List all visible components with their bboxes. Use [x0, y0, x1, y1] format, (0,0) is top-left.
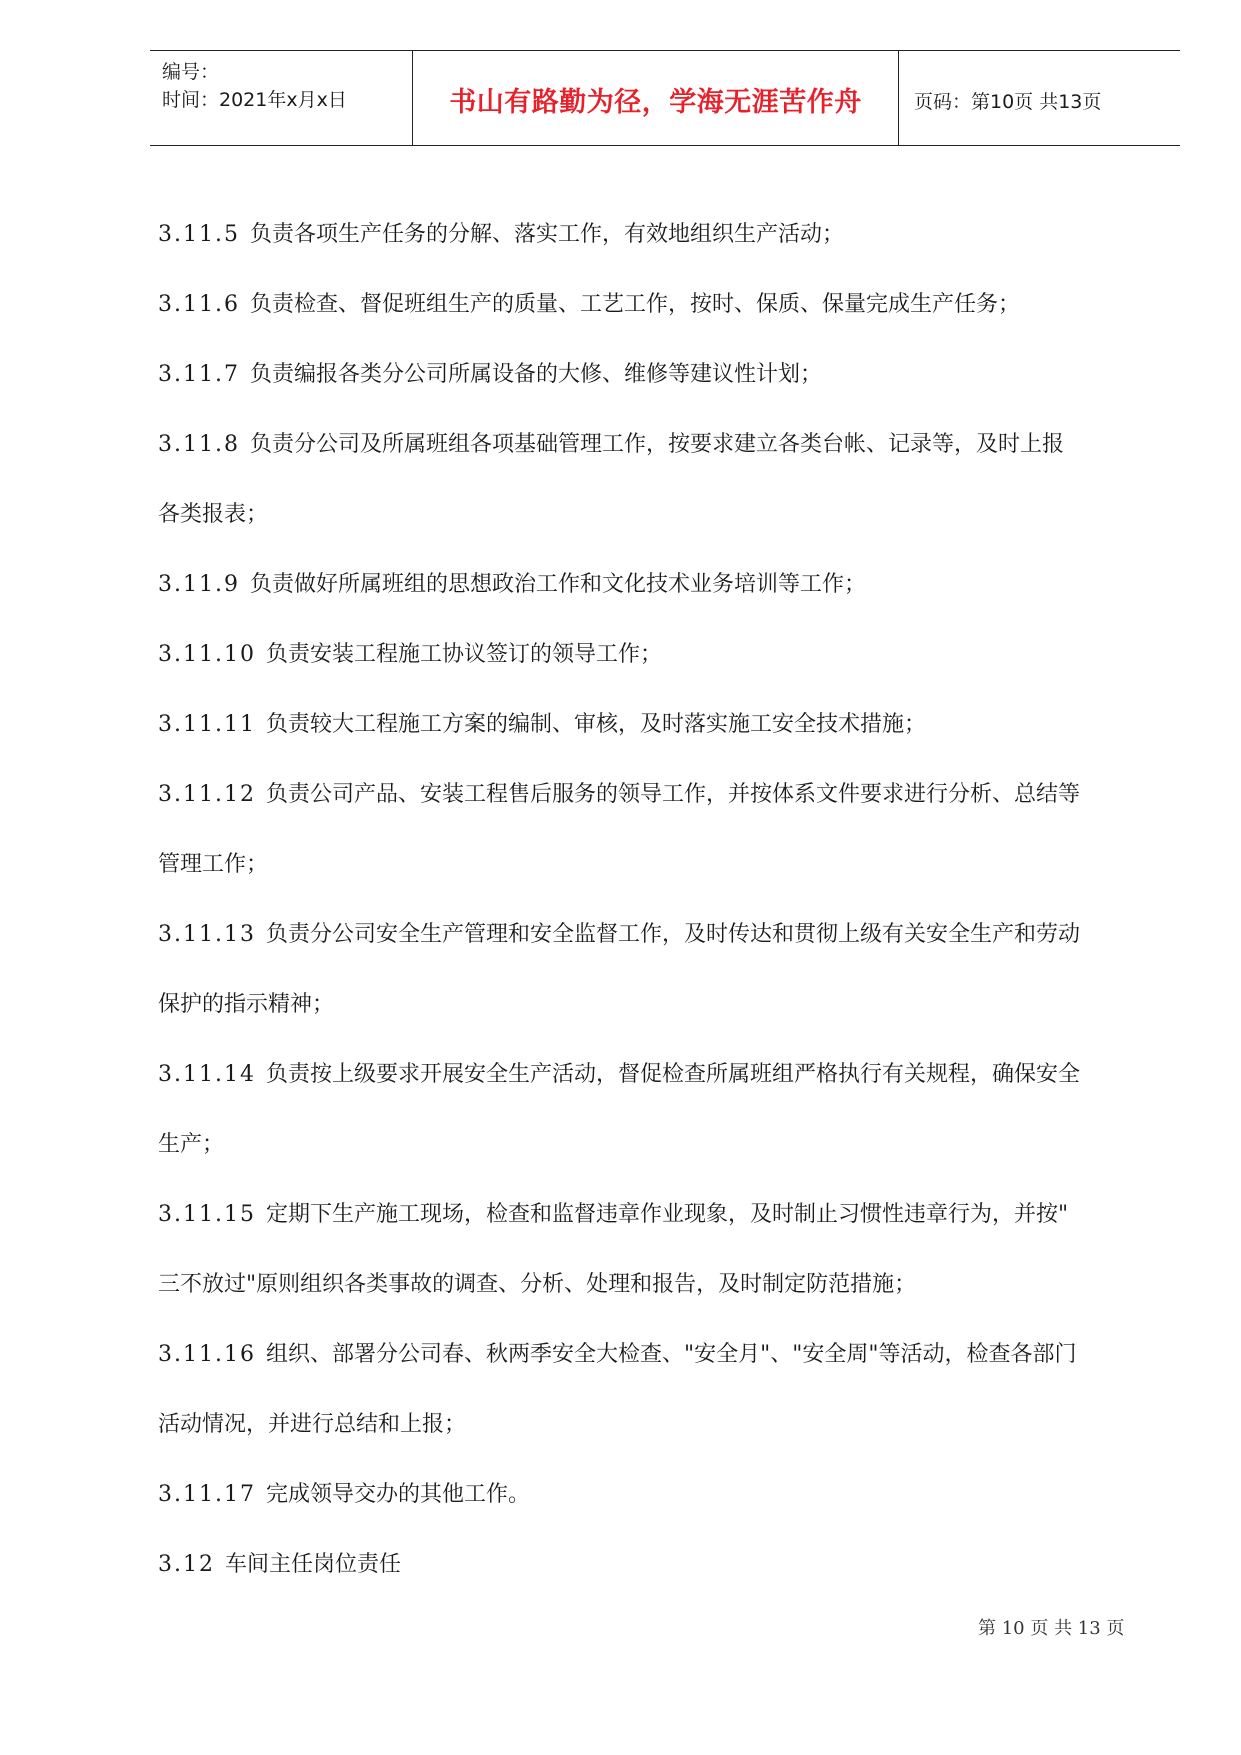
clause-number: 3.11.16: [158, 1342, 256, 1367]
paragraph: [158, 200, 1178, 270]
header-meta-cell: [150, 51, 413, 145]
paragraph: [158, 550, 1178, 620]
clause-number: 3.11.6: [158, 292, 240, 317]
paragraph: [158, 620, 1178, 690]
document-number-label: 编号：: [162, 61, 220, 83]
clause-continuation: 生产；: [158, 1132, 225, 1157]
clause-text: 负责分公司及所属班组各项基础管理工作，按要求建立各类台帐、记录等，及时上报: [249, 432, 1064, 457]
clause-number: 3.11.13: [158, 922, 256, 947]
clause-number: 3.11.10: [158, 642, 256, 667]
header-motto-cell: [413, 51, 899, 145]
paragraph: [158, 270, 1178, 340]
clause-text: 负责做好所属班组的思想政治工作和文化技术业务培训等工作；: [249, 572, 866, 597]
clause-text: 组织、部署分公司春、秋两季安全大检查、"安全月"、"安全周"等活动，检查各部门: [265, 1342, 1077, 1367]
paragraph: [158, 1040, 1178, 1180]
section-heading: [158, 1530, 1178, 1600]
clause-number: 3.11.17: [158, 1482, 256, 1507]
clause-number: 3.11.11: [158, 712, 256, 737]
clause-text: 负责检查、督促班组生产的质量、工艺工作，按时、保质、保量完成生产任务；: [249, 292, 1020, 317]
clause-continuation: 保护的指示精神；: [158, 992, 335, 1017]
clause-text: 负责较大工程施工方案的编制、审核，及时落实施工安全技术措施；: [265, 712, 926, 737]
paragraph: [158, 1460, 1178, 1530]
clause-text: 负责各项生产任务的分解、落实工作，有效地组织生产活动；: [249, 222, 844, 247]
header-page-info: 页码：第10页 共13页: [914, 91, 1102, 113]
clause-text: 完成领导交办的其他工作。: [265, 1482, 530, 1507]
section-title: 车间主任岗位责任: [224, 1552, 401, 1577]
document-body: [158, 200, 1178, 1600]
document-header: [150, 50, 1180, 146]
paragraph: [158, 410, 1178, 550]
clause-text: 负责按上级要求开展安全生产活动，督促检查所属班组严格执行有关规程，确保安全: [265, 1062, 1080, 1087]
clause-number: 3.11.14: [158, 1062, 256, 1087]
document-time-label: 时间：2021年x月x日: [162, 89, 347, 111]
clause-number: 3.11.7: [158, 362, 240, 387]
clause-number: 3.11.15: [158, 1202, 256, 1227]
clause-text: 负责编报各类分公司所属设备的大修、维修等建议性计划；: [249, 362, 822, 387]
paragraph: [158, 760, 1178, 900]
clause-continuation: 活动情况，并进行总结和上报；: [158, 1412, 467, 1437]
paragraph: [158, 340, 1178, 410]
clause-continuation: 各类报表；: [158, 502, 269, 527]
page-footer: 第 10 页 共 13 页: [978, 1618, 1125, 1639]
paragraph: [158, 900, 1178, 1040]
clause-continuation: 管理工作；: [158, 852, 269, 877]
clause-continuation: 三不放过"原则组织各类事故的调查、分析、处理和报告，及时制定防范措施；: [158, 1272, 917, 1297]
header-motto: 书山有路勤为径，学海无涯苦作舟: [449, 87, 862, 118]
clause-text: 负责公司产品、安装工程售后服务的领导工作，并按体系文件要求进行分析、总结等: [265, 782, 1080, 807]
clause-text: 负责安装工程施工协议签订的领导工作；: [265, 642, 662, 667]
clause-number: 3.11.9: [158, 572, 240, 597]
paragraph: [158, 1180, 1178, 1320]
paragraph: [158, 690, 1178, 760]
section-number: 3.12: [158, 1552, 215, 1577]
header-page-cell: [900, 51, 1180, 145]
clause-number: 3.11.5: [158, 222, 240, 247]
clause-number: 3.11.8: [158, 432, 240, 457]
clause-number: 3.11.12: [158, 782, 256, 807]
clause-text: 负责分公司安全生产管理和安全监督工作，及时传达和贯彻上级有关安全生产和劳动: [265, 922, 1080, 947]
paragraph: [158, 1320, 1178, 1460]
clause-text: 定期下生产施工现场，检查和监督违章作业现象，及时制止习惯性违章行为，并按": [265, 1202, 1069, 1227]
